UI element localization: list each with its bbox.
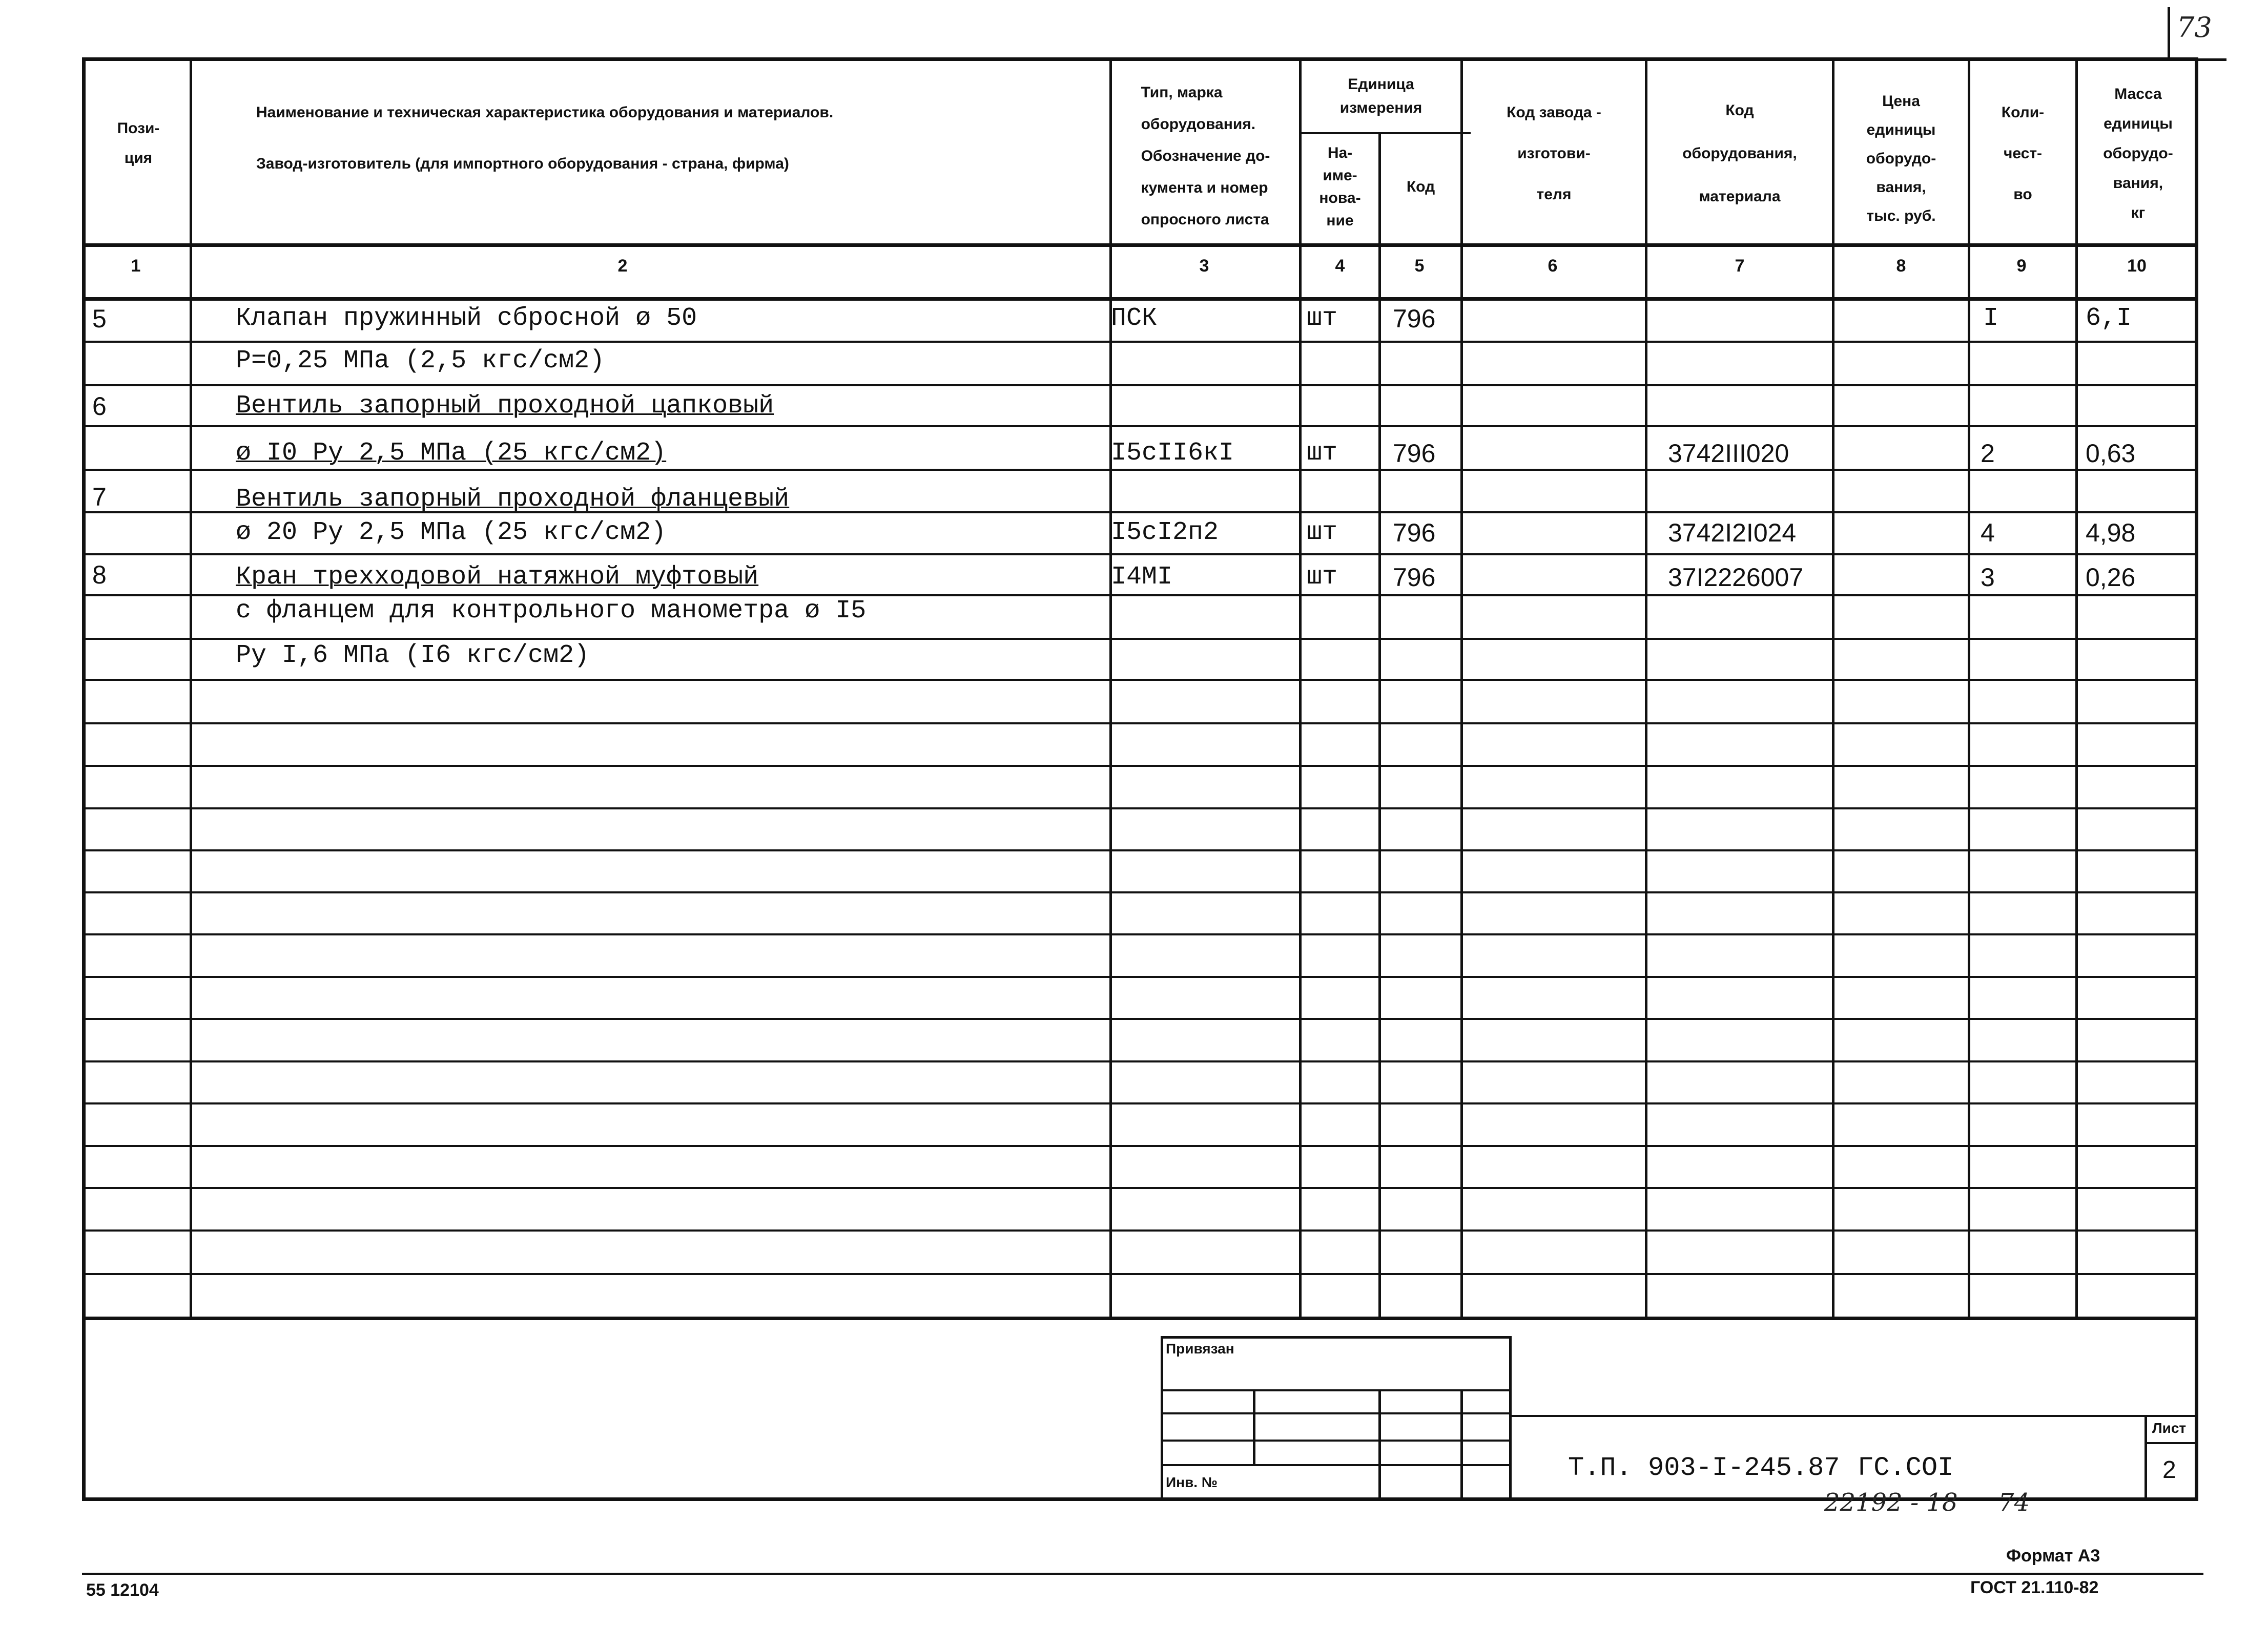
row-rule (82, 679, 2198, 681)
row-rule (82, 1317, 2198, 1320)
row-rule (82, 469, 2198, 471)
column-numbers-bottom-line (82, 297, 2198, 301)
row-type: I5cII6кI (1111, 439, 1234, 468)
row-unit-code: 796 (1393, 304, 1436, 333)
col-line-6 (1645, 57, 1647, 1318)
inventory-number-label: Инв. № (1166, 1474, 1218, 1490)
col-line-3 (1299, 57, 1302, 1318)
col-number-10: 10 (2127, 256, 2147, 276)
footer-rule (82, 1573, 2203, 1575)
row-rule (82, 933, 2198, 935)
row-position: 8 (92, 560, 107, 589)
row-rule (82, 1273, 2198, 1275)
document-code: Т.П. 903-I-245.87 (1568, 1453, 1840, 1483)
col-number-9: 9 (2016, 256, 2027, 276)
row-quantity: 4 (1981, 518, 1995, 547)
row-quantity: 3 (1981, 563, 1995, 592)
row-type: ПСК (1111, 304, 1158, 333)
document-suffix: ГС.COI (1858, 1453, 1954, 1483)
header-type: Тип, марка оборудования. Обозначение до- кумента и номер опросного листа (1141, 84, 1270, 228)
format-label: Формат А3 (2006, 1546, 2100, 1566)
page-number: 73 (2177, 11, 2212, 44)
sheet-box-line (2145, 1415, 2147, 1501)
row-unit: шт (1307, 304, 1338, 333)
row-name: Вентиль запорный проходной цапковый (236, 391, 774, 421)
row-rule (82, 849, 2198, 851)
row-mass: 0,63 (2086, 439, 2136, 468)
row-type: I4MI (1111, 562, 1173, 592)
gost-label: ГОСТ 21.110-82 (1970, 1578, 2099, 1597)
header-bottom-line (82, 243, 2198, 247)
row-name: ø 20 Ру 2,5 МПа (25 кгс/см2) (236, 518, 667, 547)
sheet-label-line (2145, 1442, 2198, 1444)
col-line-4 (1378, 132, 1381, 1318)
header-unit: Единица измерения (1339, 75, 1422, 116)
col-line-1 (190, 57, 192, 1318)
col-number-1: 1 (131, 256, 141, 276)
row-quantity: 2 (1981, 439, 1995, 468)
handwritten-number: 22192 - 18 (1824, 1488, 1958, 1517)
row-unit: шт (1307, 562, 1338, 592)
header-position: Пози- ция (117, 120, 160, 166)
stamp-line-2 (1161, 1412, 1512, 1414)
title-block-top-line (1512, 1415, 2198, 1417)
col-number-8: 8 (1896, 256, 1906, 276)
row-unit-code: 796 (1393, 439, 1436, 468)
row-position: 6 (92, 392, 107, 421)
sheet-number: 2 (2162, 1456, 2176, 1484)
row-mass: 0,26 (2086, 563, 2136, 592)
stamp-line-3 (1161, 1440, 1512, 1442)
row-rule (82, 1018, 2198, 1020)
row-position: 7 (92, 483, 107, 511)
row-unit: шт (1307, 518, 1338, 547)
stamp-col-3 (1460, 1389, 1463, 1500)
unit-subheader-line (1302, 132, 1471, 134)
row-rule (82, 425, 2198, 427)
col-number-3: 3 (1199, 256, 1209, 276)
header-equipment-code: Код оборудования, материала (1682, 102, 1797, 205)
row-name: Клапан пружинный сбросной ø 50 (236, 304, 697, 333)
col-line-2 (1109, 57, 1112, 1318)
row-quantity: I (1983, 304, 1999, 333)
row-equipment-code: 3742I2I024 (1668, 518, 1797, 547)
row-equipment-code: 37I2226007 (1668, 563, 1804, 592)
header-unit-name: На- име- нова- ние (1319, 144, 1361, 229)
col-line-5 (1460, 57, 1463, 1318)
row-rule (82, 807, 2198, 809)
header-quantity: Коли- чест- во (2001, 104, 2045, 203)
header-name: Наименование и техническая характеристика оборудования и материалов. Завод-изготовитель (для импортного оборудования - страна, фирма) (256, 104, 834, 172)
row-rule (82, 341, 2198, 343)
header-price: Цена единицы оборудо- вания, тыс. руб. (1866, 93, 1936, 224)
row-equipment-code: 3742III020 (1668, 439, 1789, 468)
row-mass: 4,98 (2086, 518, 2136, 547)
row-rule (82, 1060, 2198, 1062)
row-rule (82, 638, 2198, 640)
row-name: Ру I,6 МПа (I6 кгс/см2) (236, 641, 590, 670)
row-rule (82, 891, 2198, 893)
row-rule (82, 722, 2198, 724)
row-rule (82, 1229, 2198, 1232)
handwritten-number-2: 74 (1998, 1488, 2030, 1517)
col-number-4: 4 (1335, 256, 1345, 276)
stamp-line-1 (1161, 1389, 1512, 1391)
row-name: с фланцем для контрольного манометра ø I5 (236, 596, 867, 626)
col-line-9 (2075, 57, 2078, 1318)
row-mass: 6,I (2086, 304, 2132, 333)
col-number-2: 2 (617, 256, 628, 276)
sheet-frame (82, 57, 2198, 1501)
col-line-8 (1968, 57, 1970, 1318)
stamp-col-2 (1378, 1389, 1381, 1500)
row-unit-code: 796 (1393, 518, 1436, 547)
row-type: I5cI2п2 (1111, 518, 1219, 547)
row-rule (82, 765, 2198, 767)
order-number: 55 12104 (86, 1580, 159, 1600)
col-number-6: 6 (1548, 256, 1558, 276)
col-number-7: 7 (1735, 256, 1745, 276)
row-rule (82, 1102, 2198, 1104)
header-unit-code: Код (1406, 178, 1435, 195)
binding-label: Привязан (1166, 1341, 1234, 1357)
row-name: Р=0,25 МПа (2,5 кгс/см2) (236, 346, 605, 376)
col-number-5: 5 (1414, 256, 1425, 276)
row-position: 5 (92, 304, 107, 333)
row-name: Вентиль запорный проходной фланцевый (236, 485, 790, 514)
stamp-col-1 (1253, 1389, 1255, 1465)
row-rule (82, 553, 2198, 555)
row-rule (82, 1145, 2198, 1147)
col-line-7 (1832, 57, 1834, 1318)
row-name: ø I0 Ру 2,5 МПа (25 кгс/см2) (236, 439, 667, 468)
stamp-line-4 (1161, 1464, 1512, 1466)
row-unit: шт (1307, 439, 1338, 468)
row-name: Кран трехходовой натяжной муфтовый (236, 562, 759, 592)
sheet-label: Лист (2152, 1420, 2187, 1436)
row-unit-code: 796 (1393, 563, 1436, 592)
header-plant-code: Код завода - изготови- теля (1507, 104, 1601, 203)
row-rule (82, 1187, 2198, 1189)
header-mass: Масса единицы оборудо- вания, кг (2103, 86, 2173, 221)
row-rule (82, 976, 2198, 978)
row-rule (82, 384, 2198, 386)
